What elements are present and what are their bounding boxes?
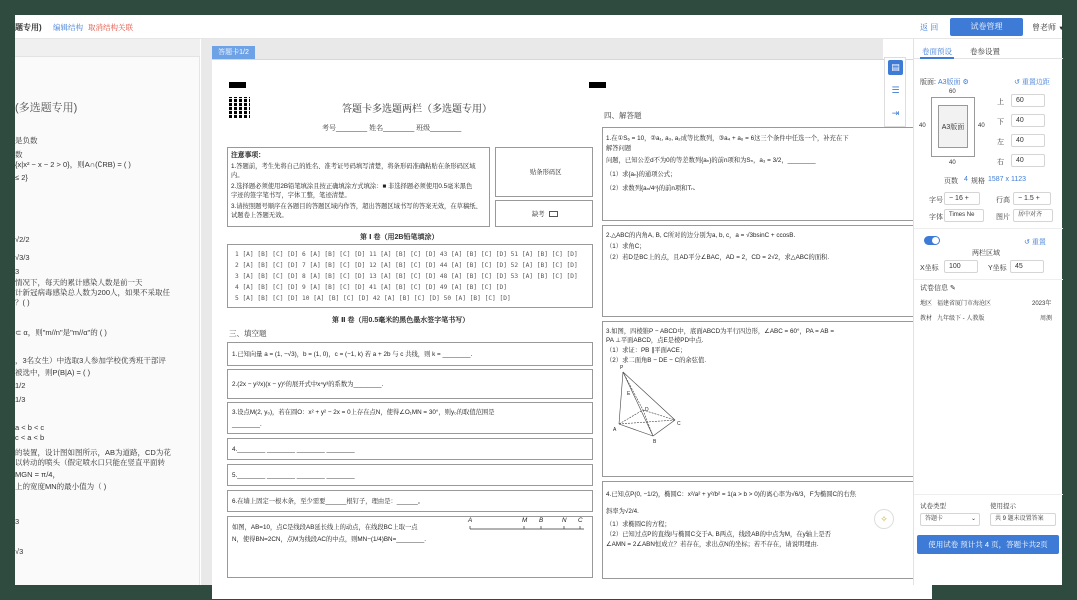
size-value: 1587 x 1123	[988, 176, 1027, 183]
two-column-label: 两栏区域	[972, 250, 1000, 257]
preview-line: ？( )	[15, 298, 30, 307]
notice-title: 注意事项：	[231, 152, 265, 159]
layout-preview	[931, 97, 975, 157]
input-value: 答题卡	[925, 516, 944, 522]
edit-icon[interactable]: ✎	[949, 285, 956, 292]
preview-line: 被选中，则P(B|A) = ( )	[15, 368, 91, 377]
font-size-stepper[interactable]	[944, 192, 980, 205]
preview-top-dim: 60	[949, 89, 956, 95]
top-bar	[15, 15, 1065, 39]
user-name: 曾老师	[1032, 23, 1056, 32]
bulb-icon[interactable]: ✧	[874, 509, 894, 529]
question-preview-panel	[15, 39, 200, 585]
y-coordinate-input[interactable]	[1010, 260, 1044, 273]
back-link[interactable]: 返 回	[920, 23, 939, 32]
size-label: 规格	[971, 178, 985, 185]
absent-label: 缺考	[532, 211, 545, 218]
preview-line: 1/3	[15, 395, 26, 404]
fill-question-5[interactable]	[227, 464, 593, 486]
question-text: 4.________ ________ ________ ________	[232, 446, 355, 453]
preview-line: 的装置，设计图如图所示，AB为道路，CD为花	[15, 448, 171, 457]
question-text: 5.________ ________ ________ ________	[232, 472, 355, 479]
margin-top-label: 上	[997, 99, 1004, 106]
canvas-toolbar	[884, 57, 906, 127]
preview-line: 上的宽度MN的最小值为（ )	[15, 482, 107, 491]
indent-icon[interactable]: ⇥	[891, 108, 900, 118]
reset-icon: ↺	[1024, 239, 1030, 246]
mc-row[interactable]: 5 [A] [B] [C] [D] 10 [A] [B] [C] [D] 42 [A] [B] [C] [D] 50 [A] [B] [C] [D]	[235, 295, 511, 302]
doc-icon[interactable]: ▤	[888, 60, 903, 75]
question-text: 3.如图，四棱锥P − ABCD中，底面ABCD为平行四边形，∠ABC = 60°，PA = AB =	[606, 328, 835, 335]
font-size-label: 字号	[929, 197, 943, 204]
question-text: 问题，已知公差d不为0的等差数列{aₙ}的前n项和为Sₙ，a₃ = 3/2，________	[606, 157, 816, 164]
point-label: A	[468, 517, 473, 524]
exam-type-select[interactable]	[920, 513, 980, 526]
tab-layout-preset[interactable]: 卷面预设	[922, 47, 952, 56]
solve-question-3[interactable]	[602, 321, 922, 477]
year-value: 2023年	[1032, 301, 1052, 307]
question-text: （2）已知过点P的直线l与椭圆C交于A, B两点，线段AB的中点为M，在y轴上是否	[606, 531, 831, 538]
preview-line: √3	[15, 547, 24, 556]
font-select[interactable]	[944, 209, 984, 222]
absent-box[interactable]	[495, 200, 593, 227]
fill-question-3[interactable]	[227, 402, 593, 434]
mc-row[interactable]: 1 [A] [B] [C] [D] 6 [A] [B] [C] [D] 11 [A] [B] [C] [D] 43 [A] [B] [C] [D] 51 [A] [B] [C] [D]	[235, 251, 578, 258]
absent-checkbox[interactable]	[549, 211, 558, 217]
textbook-value: 九年级下 - 人教版	[937, 316, 985, 322]
pages-label: 页数	[944, 178, 958, 185]
vertex-label: B	[653, 439, 657, 445]
input-value: 40	[1016, 137, 1024, 144]
usage-hint-label: 使用提示	[990, 503, 1016, 510]
fill-question-7[interactable]	[227, 516, 593, 578]
question-text: （1）求{aₙ}的通项公式；	[606, 171, 677, 178]
reset-label: 重置	[1031, 239, 1046, 246]
point-label: C	[578, 517, 583, 524]
question-text: 6.在墙上固定一根木条，至少需要______根钉子，理由是：______。	[232, 498, 425, 505]
question-text: ________.	[232, 421, 262, 428]
divider	[914, 279, 1063, 280]
input-value: 居中对齐	[1018, 212, 1043, 218]
preview-line: 计新冠病毒感染总人数为200人，如果不采取任	[15, 288, 171, 297]
input-value: 16	[955, 195, 963, 202]
line-height-label: 行高	[996, 197, 1010, 204]
gear-icon: ⚙	[962, 79, 969, 86]
exam-kind-value: 周测	[1040, 316, 1053, 322]
margin-bottom-label: 下	[997, 119, 1004, 126]
textbook-label: 教材	[920, 316, 933, 322]
answer-sheet-canvas	[201, 39, 900, 585]
layout-preview-label: A3版面	[938, 105, 968, 148]
solve-question-4[interactable]	[602, 481, 922, 579]
pages-value: 4	[964, 176, 968, 183]
margin-left-label: 左	[997, 139, 1004, 146]
part1-title: 第 Ⅰ 卷（用2B铅笔填涂）	[360, 234, 439, 241]
question-text: N，使得BN=2CN，点M为线段AC的中点，则MN−(1/4)BN=________.	[232, 536, 427, 543]
solve-question-2[interactable]	[602, 225, 922, 317]
layout-select[interactable]	[938, 77, 969, 87]
vertex-label: E	[627, 391, 631, 397]
exam-type-label: 试卷类型	[920, 503, 946, 510]
plus-icon[interactable]: +	[1035, 195, 1040, 202]
question-text: （2）求数列{aₙ/4ⁿ}的前n项和Tₙ.	[606, 185, 696, 192]
reset-button[interactable]	[1024, 237, 1046, 247]
plus-icon[interactable]: +	[964, 195, 969, 202]
margin-left-input[interactable]	[1011, 134, 1045, 147]
question-text: （1）求角C；	[606, 243, 646, 250]
preview-line: √2/2	[15, 235, 30, 244]
layout-label: 版面:	[920, 79, 936, 86]
app-window	[15, 15, 1065, 585]
question-text: （1）求椭圆C的方程；	[606, 521, 671, 528]
minus-icon[interactable]: −	[1018, 195, 1023, 202]
preview-line: 是负数	[15, 136, 38, 145]
input-value: 共 9 题未设置答案	[995, 516, 1044, 522]
fill-section-title: 三、填空题	[229, 329, 267, 338]
preview-line: 以转动的喷头（假定喷水口只能在竖直平面转	[15, 458, 165, 467]
solve-section-title: 四、解答题	[604, 111, 642, 120]
multiple-choice-grid[interactable]	[227, 244, 593, 308]
reset-icon: ↺	[1014, 79, 1020, 86]
notice-line: 试题卷上答题无效。	[231, 212, 288, 219]
point-label: N	[562, 517, 567, 524]
doc-title: 题专用)	[15, 23, 42, 32]
usage-hint-box	[990, 513, 1056, 526]
mc-row[interactable]: 4 [A] [B] [C] [D] 9 [A] [B] [C] [D] 41 [A] [B] [C] [D] 49 [A] [B] [C] [D]	[235, 284, 507, 291]
input-value: 60	[1016, 97, 1024, 104]
question-text: 2.(2x − y²/x)(x − y)⁶的展开式中x⁴y³的系数为________.	[232, 381, 384, 388]
notice-box[interactable]	[227, 147, 490, 227]
two-column-toggle[interactable]	[924, 236, 940, 245]
solve-question-1[interactable]	[602, 127, 922, 221]
question-text: 2.△ABC的内角A, B, C所对的边分别为a, b, c，a = √3bsinC + ccosB.	[606, 232, 796, 239]
preview-header	[15, 39, 200, 57]
preview-line: ，3名女生）中选取3人参加学校优秀班干部评	[15, 356, 166, 365]
input-value: 45	[1015, 263, 1023, 270]
pyramid-figure	[613, 366, 683, 440]
question-text: 1.在①S₆ = 10，②a₁, a₃, a₂成等比数列，③a₄ + a₆ = 6这三个条件中任选一个，补充在下	[606, 135, 849, 142]
tab-parameter-settings[interactable]: 卷参设置	[970, 47, 1000, 56]
preview-line: 情况下，每天的累计感染人数是前一天	[15, 278, 143, 287]
question-text: 解答问题	[606, 145, 632, 152]
question-text: 4.已知点P(0, −1/2)，椭圆C：x²/a² + y²/b² = 1(a > b > 0)的离心率为√6/3，F为椭圆C的右焦	[606, 491, 856, 498]
divider	[914, 494, 1063, 495]
preview-line: ⊂ α，则"m//n"是"m//α"的 ( )	[15, 328, 107, 337]
question-text: ∠AMN = 2∠ABN恒成立？若存在，求出点N的坐标；若不存在，请说明理由.	[606, 541, 819, 548]
use-exam-button[interactable]: 使用试卷 预计共 4 页，答题卡共2页	[917, 535, 1059, 554]
y-coordinate-label: Y坐标	[988, 265, 1007, 272]
fill-question-2[interactable]	[227, 369, 593, 399]
student-info-line: 考号________ 姓名________ 班级________	[322, 125, 462, 132]
preview-line: {x|x² − x − 2 > 0}，则A∩(∁RB) = ( )	[15, 160, 131, 169]
sheet-page-tab[interactable]: 答题卡1/2	[212, 46, 255, 59]
chevron-down-icon: ⌄	[970, 516, 976, 522]
notice-line: 字迹的签字笔书写，字体工整，笔迹清楚。	[231, 192, 351, 199]
sheet-title[interactable]: 答题卡多选题两栏（多选题专用）	[342, 104, 492, 115]
font-label: 字体	[929, 214, 943, 221]
question-text: 1.已知向量 a = (1, −√3)，b = (1, 0)，c = (−1, k) 若 a + 2b 与 c 共线，则 k = ________.	[232, 351, 473, 358]
question-text: 如图，AB=10，点C是线段AB延长线上的动点，在线段BC上取一点	[232, 524, 418, 531]
question-text: 斜率为√2/4.	[606, 508, 639, 515]
line-height-stepper[interactable]	[1013, 192, 1051, 205]
x-coordinate-input[interactable]	[944, 260, 978, 273]
exam-manage-button[interactable]: 试卷管理	[950, 18, 1023, 36]
fill-question-4[interactable]	[227, 438, 593, 460]
question-text: PA ⊥平面ABCD，点E是棱PD中点.	[606, 337, 704, 344]
answer-sheet-page	[212, 59, 932, 599]
preview-line: √3/3	[15, 253, 30, 262]
layout-value: A3版面	[938, 79, 961, 86]
question-text: 3.设点M(2, y₀)，若在圆O：x² + y² − 2x = 0上存在点N，使得∠O₁MN = 30°，则y₀的取值范围是	[232, 409, 495, 416]
preview-title: (多选题专用)	[15, 102, 78, 114]
barcode-area[interactable]	[495, 147, 593, 197]
x-coordinate-label: X坐标	[920, 265, 939, 272]
question-text: （2）求二面角B − DE − C的余弦值.	[606, 357, 707, 364]
cancel-structure-link[interactable]: 取消结构关联	[88, 23, 133, 32]
point-label: B	[539, 517, 544, 524]
question-text: （1）求证：PB ∥平面ACE；	[606, 347, 687, 354]
margin-bottom-input[interactable]	[1011, 114, 1045, 127]
reset-margin-button[interactable]	[1014, 77, 1050, 87]
settings-panel	[913, 39, 1062, 585]
part2-title: 第 Ⅱ 卷（用0.5毫米的黑色墨水签字笔书写）	[332, 317, 470, 324]
barcode-label: 贴条形码区	[530, 169, 562, 176]
vertex-label: C	[677, 421, 681, 427]
image-align-label: 图片	[996, 214, 1010, 221]
input-value: 100	[949, 263, 961, 270]
notice-line: 2.选择题必须使用2B铅笔填涂且按正确填涂方式填涂：■ 非选择题必须使用0.5毫米黑色	[231, 183, 473, 190]
preview-line: a < b < c	[15, 423, 45, 432]
margin-right-label: 右	[997, 159, 1004, 166]
fill-question-1[interactable]	[227, 342, 593, 366]
preview-right-dim: 40	[978, 123, 985, 129]
exam-info-title	[920, 283, 956, 293]
mc-row[interactable]: 3 [A] [B] [C] [D] 8 [A] [B] [C] [D] 13 [A] [B] [C] [D] 48 [A] [B] [C] [D] 53 [A] [B] [C] [D]	[235, 273, 578, 280]
vertex-label: P	[620, 365, 624, 371]
notice-line: 内。	[231, 172, 244, 179]
divider	[914, 228, 1063, 229]
question-text: （2）若D是BC上的点，且AD平分∠BAC，AD = 2，CD = 2√2，求△ABC的面积.	[606, 254, 830, 261]
region-value: 福建省厦门市海沧区	[937, 301, 992, 307]
position-marker	[229, 82, 246, 88]
preview-line: ≤ 2}	[15, 173, 28, 182]
notice-line: 3.请按照题号顺序在各题目的答题区域内作答，超出答题区域书写的答案无效，在草稿纸、	[231, 203, 482, 210]
fill-question-6[interactable]	[227, 490, 593, 512]
edit-structure-link[interactable]: 编辑结构	[53, 23, 83, 32]
preview-line: c < a < b	[15, 433, 45, 442]
position-marker	[589, 82, 606, 88]
user-menu[interactable]	[1032, 22, 1064, 33]
margin-right-input[interactable]	[1011, 154, 1045, 167]
reset-margin-label: 重置边距	[1021, 79, 1050, 86]
notice-line: 1.答题前，考生先将自己的姓名、准考证号码填写清楚，将条形码准确粘贴在条形码区域	[231, 163, 476, 170]
vertex-label: D	[645, 407, 649, 413]
input-value: 40	[1016, 157, 1024, 164]
preview-left-dim: 40	[919, 123, 926, 129]
list-icon[interactable]: ☰	[891, 85, 900, 95]
preview-line: MGN = π/4，	[15, 470, 60, 479]
minus-icon[interactable]: −	[949, 195, 954, 202]
preview-line: 3	[15, 267, 20, 276]
margin-top-input[interactable]	[1011, 94, 1045, 107]
preview-line: 数	[15, 150, 23, 159]
preview-line: 3	[15, 517, 20, 526]
region-label: 地区	[920, 301, 933, 307]
mc-row[interactable]: 2 [A] [B] [C] [D] 7 [A] [B] [C] [D] 12 [A] [B] [C] [D] 44 [A] [B] [C] [D] 52 [A] [B] [C] [D]	[235, 262, 578, 269]
point-label: M	[522, 517, 528, 524]
vertex-label: A	[613, 427, 617, 433]
input-value: 40	[1016, 117, 1024, 124]
caret-down-icon: ▼	[1058, 26, 1065, 32]
input-value: 1.5	[1024, 195, 1034, 202]
input-value: Times Ne	[949, 212, 975, 218]
preview-line: 1/2	[15, 381, 26, 390]
qr-overlay	[229, 97, 250, 118]
exam-info-label: 试卷信息	[920, 285, 948, 292]
preview-bottom-dim: 40	[949, 160, 956, 166]
active-tab-indicator	[920, 57, 954, 59]
image-align-select[interactable]	[1013, 209, 1053, 222]
